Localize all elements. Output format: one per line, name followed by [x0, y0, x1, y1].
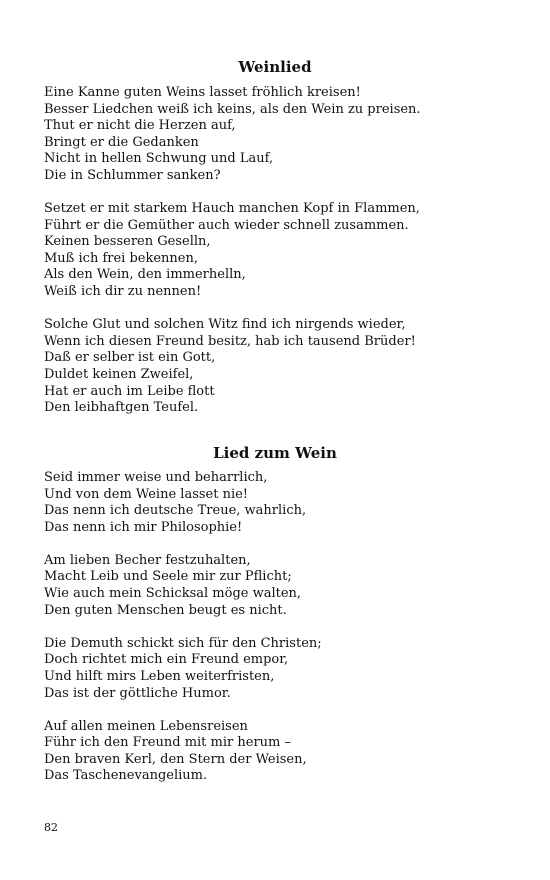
verse-line: Das nenn ich deutsche Treue, wahrlich,: [44, 503, 307, 519]
verse-line: Führt er die Gemüther auch wieder schnell zusammen.: [44, 217, 409, 233]
poem-title-lied-zum-wein: Lied zum Wein: [213, 444, 337, 462]
page-number: 82: [44, 821, 58, 834]
verse-line: Und hilft mirs Leben weiterfristen,: [44, 668, 275, 684]
verse-line: Thut er nicht die Herzen auf,: [44, 118, 236, 134]
verse-line: Am lieben Becher festzuhalten,: [44, 552, 251, 568]
verse-line: Die in Schlummer sanken?: [44, 167, 221, 183]
verse-line: Führ ich den Freund mit mir herum –: [44, 735, 291, 751]
verse-line: Nicht in hellen Schwung und Lauf,: [44, 151, 274, 167]
verse-line: Wie auch mein Schicksal möge walten,: [44, 586, 302, 602]
verse-line: Muß ich frei bekennen,: [44, 250, 198, 266]
verse-line: Den leibhaftgen Teufel.: [44, 400, 199, 416]
verse-line: Keinen besseren Geselln,: [44, 234, 211, 250]
verse-line: Und von dem Weine lasset nie!: [44, 486, 249, 502]
stanza: [44, 85, 514, 185]
verse-line: Das nenn ich mir Philosophie!: [44, 519, 243, 535]
verse-line: Hat er auch im Leibe flott: [44, 383, 215, 399]
verse-line: Den guten Menschen beugt es nicht.: [44, 602, 287, 618]
verse-line: Die Demuth schickt sich für den Christen;: [44, 635, 322, 651]
verse-line: Als den Wein, den immerhelln,: [44, 267, 246, 283]
verse-line: Bringt er die Gedanken: [44, 134, 199, 150]
stanza: [44, 553, 514, 619]
stanza: [44, 201, 514, 301]
verse-line: Den braven Kerl, den Stern der Weisen,: [44, 751, 307, 767]
verse-line: Macht Leib und Seele mir zur Pflicht;: [44, 569, 292, 585]
verse-line: Das Taschenevangelium.: [44, 768, 208, 784]
verse-line: Seid immer weise und beharrlich,: [44, 470, 268, 485]
verse-line: Das ist der göttliche Humor.: [44, 685, 231, 701]
verse-line: Wenn ich diesen Freund besitz, hab ich tausend Brüder!: [44, 333, 416, 349]
verse-line: Doch richtet mich ein Freund empor,: [44, 652, 289, 668]
verse-line: Besser Liedchen weiß ich keins, als den Wein zu preisen.: [44, 101, 421, 117]
verse-line: Auf allen meinen Lebensreisen: [44, 718, 248, 734]
verse-line: Setzet er mit starkem Hauch manchen Kopf in Flammen,: [44, 201, 420, 217]
verse-line: Solche Glut und solchen Witz find ich nirgends wieder,: [44, 317, 406, 333]
stanza: [44, 470, 514, 536]
stanza: [44, 719, 514, 785]
verse-line: Weiß ich dir zu nennen!: [44, 284, 202, 300]
poem-weinlied: [44, 85, 514, 433]
poem-lied-zum-wein: [44, 470, 514, 802]
verse-line: Daß er selber ist ein Gott,: [44, 350, 216, 366]
stanza: [44, 636, 514, 702]
verse-line: Duldet keinen Zweifel,: [44, 366, 194, 382]
verse-line: Eine Kanne guten Weins lasset fröhlich kreisen!: [44, 85, 361, 100]
poem-title-weinlied: Weinlied: [238, 58, 312, 76]
stanza: [44, 317, 514, 417]
